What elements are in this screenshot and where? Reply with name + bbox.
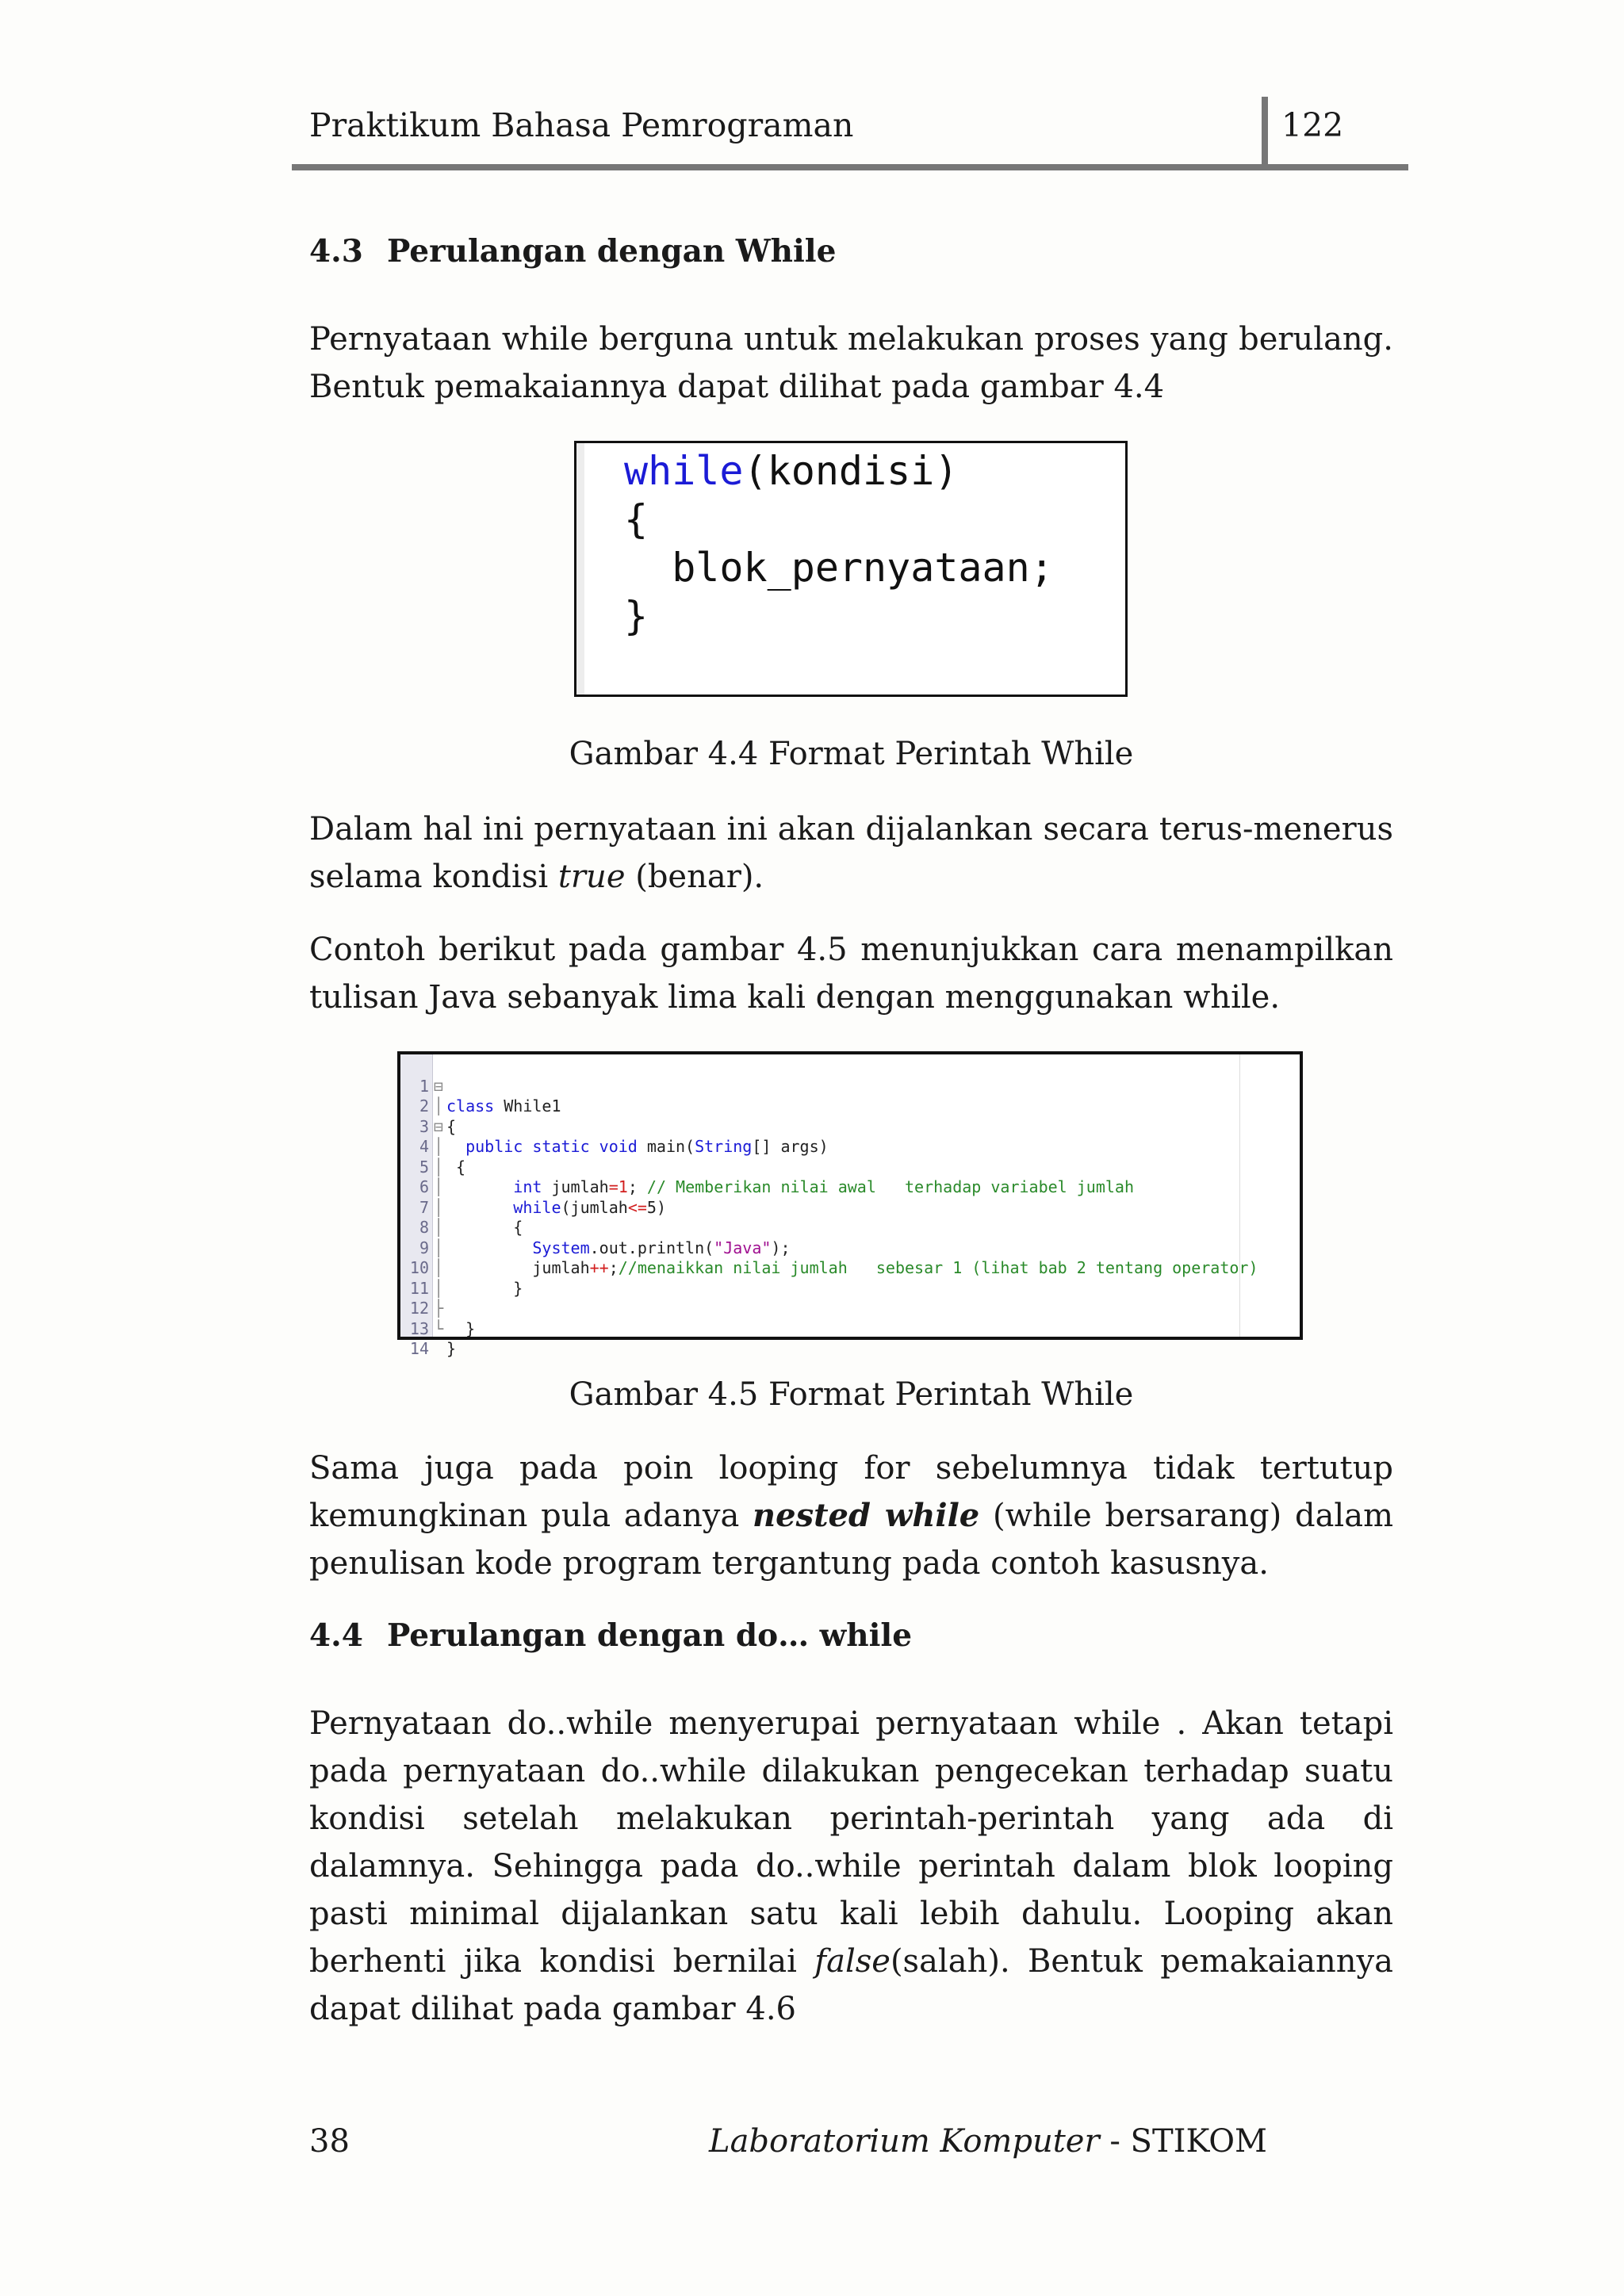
code-row: 7 │ { — [419, 1197, 523, 1237]
figure-caption-4-4: Gambar 4.4 Format Perintah While — [569, 736, 1134, 772]
footer-lab-name: Laboratorium Komputer - STIKOM — [709, 2123, 1267, 2160]
paragraph-nested-while: Sama juga pada poin looping for sebelumnya tidak tertutup kemungkinan pula adanya nested while (while bersarang) dalam penulisan kode program tergantung pada contoh kasusnya. — [309, 1450, 1394, 1582]
code-row: 4 │ { — [419, 1137, 466, 1177]
paragraph-example-intro: Contoh berikut pada gambar 4.5 menunjukkan cara menampilkan tulisan Java sebanyak lima kali dengan menggunakan while. — [309, 932, 1393, 1016]
code-line: { — [624, 496, 649, 542]
code-row: 5 │ int jumlah=1; // Memberikan nilai awal terhadap variabel jumlah — [419, 1157, 1134, 1196]
paragraph-while-intro: Pernyataan while berguna untuk melakukan proses yang berulang. Bentuk pemakaiannya dapat dilihat pada gambar 4.4 — [309, 321, 1393, 405]
section-title: Perulangan dengan While — [387, 233, 837, 270]
code-row: 3 ⊟ public static void main(String[] args) — [419, 1116, 829, 1156]
code-row: 10 │ } — [409, 1258, 523, 1298]
header-rule — [292, 164, 1408, 170]
code-figure-while-example — [397, 1051, 1303, 1358]
code-figure-while-format — [574, 441, 1128, 697]
code-row: 12 ├ } — [409, 1299, 476, 1338]
code-row: 6 │ while(jumlah<=5) — [419, 1177, 666, 1217]
code-row: 13 └ } — [409, 1318, 457, 1358]
section-heading-4-4 — [309, 1617, 912, 1654]
code-row: 11 │ — [409, 1278, 444, 1298]
paragraph-while-true: Dalam hal ini pernyataan ini akan dijalankan secara terus-menerus selama kondisi true (benar). — [309, 811, 1393, 895]
footer-page-number: 38 — [309, 2123, 350, 2160]
paragraph-do-while: Pernyataan do..while menyerupai pernyataan while . Akan tetapi pada pernyataan do..while dilakukan pengecekan terhadap suatu kondisi setelah melakukan perintah-perintah yang ada di dalamnya. Sehingga pada do..while perintah dalam blok looping pasti minimal dijalankan satu kali lebih dahulu. Looping akan berhenti jika kondisi bernilai false(salah). Bentuk pemakaiannya dapat dilihat pada gambar 4.6 — [309, 1705, 1393, 2027]
section-title: Perulangan dengan do… while — [387, 1617, 913, 1654]
header-divider — [1262, 97, 1268, 168]
code-row: 8 │ System.out.println("Java"); — [419, 1218, 791, 1257]
running-header-title: Praktikum Bahasa Pemrograman — [309, 106, 854, 144]
figure-caption-4-5: Gambar 4.5 Format Perintah While — [569, 1376, 1134, 1413]
code-row: 2 │ { — [419, 1096, 457, 1136]
code-line: while(kondisi) — [624, 448, 959, 494]
code-row: 1 ⊟ class While1 — [419, 1076, 561, 1115]
section-number: 4.4 — [309, 1617, 363, 1654]
code-line: } — [624, 593, 649, 639]
code-row: 14 — [409, 1339, 429, 1358]
code-row: 9 │ jumlah++;//menaikkan nilai jumlah sebesar 1 (lihat bab 2 tentang operator) — [419, 1238, 1258, 1277]
section-number: 4.3 — [309, 233, 363, 270]
section-heading-4-3 — [309, 233, 836, 270]
code-line: blok_pernyataan; — [624, 545, 1054, 591]
header-page-number: 122 — [1281, 106, 1344, 144]
